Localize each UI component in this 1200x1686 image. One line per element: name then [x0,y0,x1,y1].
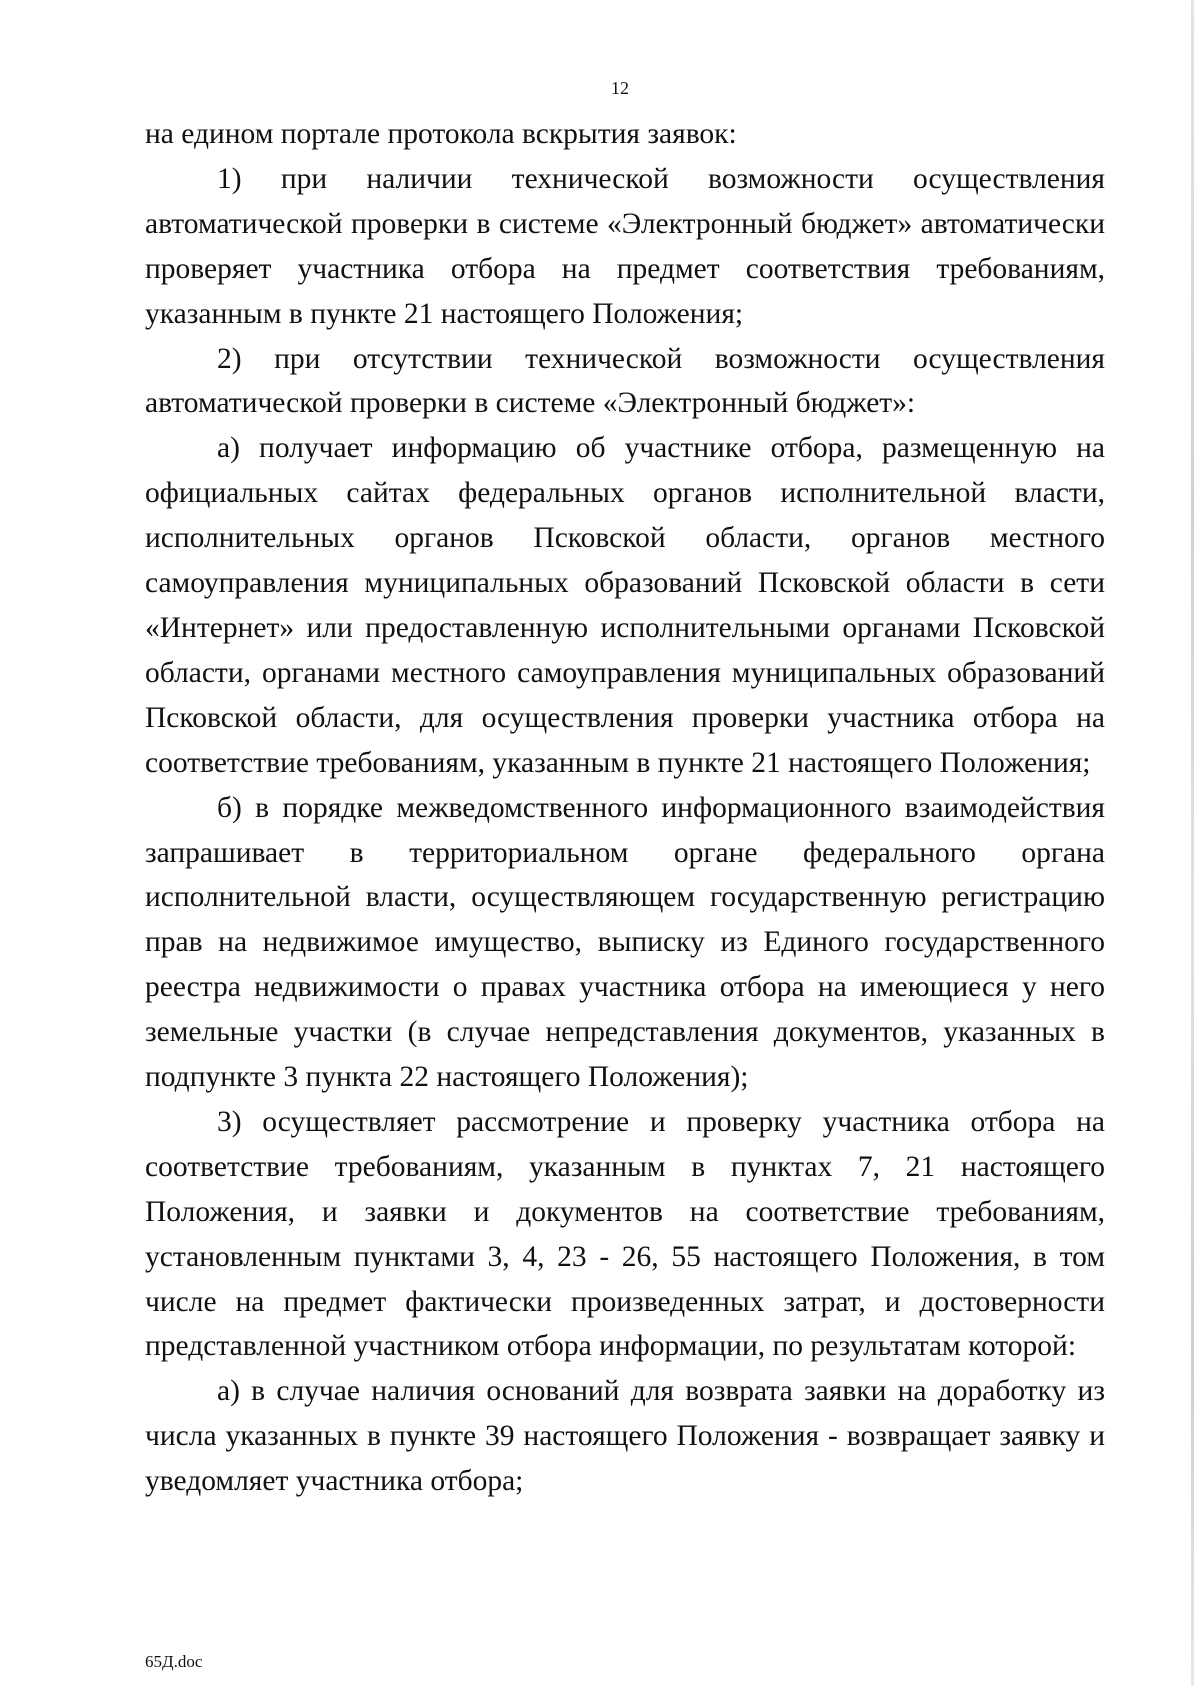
page-number: 12 [611,78,629,98]
paragraph-item-3a: а) в случае наличия оснований для возврата заявки на доработку из числа указанных в пункте 39 настоящего Положения - возвращает заявку и уведомляет участника отбора; [145,1375,1105,1498]
footer-file-name: 65Д.doc [145,1652,203,1671]
scan-edge-shadow [1191,0,1194,1686]
document-body [145,112,1105,1504]
paragraph-item-3: 3) осуществляет рассмотрение и проверку участника отбора на соответствие требованиям, указанным в пунктах 7, 21 настоящего Положения, и заявки и документов на соответствие требованиям, установленным пунктами 3, 4, 23 - 26, 55 настоящего Положения, в том числе на предмет фактически произведенных затрат, и достоверности представленной участником отбора информации, по результатам которой: [145,1105,1105,1363]
paragraph-item-1: 1) при наличии технической возможности осуществления автоматической проверки в системе «Электронный бюджет» автоматически проверяет участника отбора на предмет соответствия требованиям, указанным в пункте 21 настоящего Положения; [145,162,1105,330]
paragraph-item-2b: б) в порядке межведомственного информационного взаимодействия запрашивает в территориальном органе федерального органа исполнительной власти, осуществляющем государственную регистрацию прав на недвижимое имущество, выписку из Единого государственного реестра недвижимости о правах участника отбора на имеющиеся у него земельные участки (в случае непредставления документов, указанных в подпункте 3 пункта 22 настоящего Положения); [145,791,1105,1094]
paragraph-item-2a: а) получает информацию об участнике отбора, размещенную на официальных сайтах федеральных органов исполнительной власти, исполнительных органов Псковской области, органов местного самоуправления муниципальных образований Псковской области в сети «Интернет» или предоставленную исполнительными органами Псковской области, органами местного самоуправления муниципальных образований Псковской области, для осуществления проверки участника отбора на соответствие требованиям, указанным в пункте 21 настоящего Положения; [145,432,1105,779]
paragraph-item-2: 2) при отсутствии технической возможности осуществления автоматической проверки в системе «Электронный бюджет»: [145,342,1105,420]
paragraph-intro: на едином портале протокола вскрытия заявок: [145,118,737,150]
